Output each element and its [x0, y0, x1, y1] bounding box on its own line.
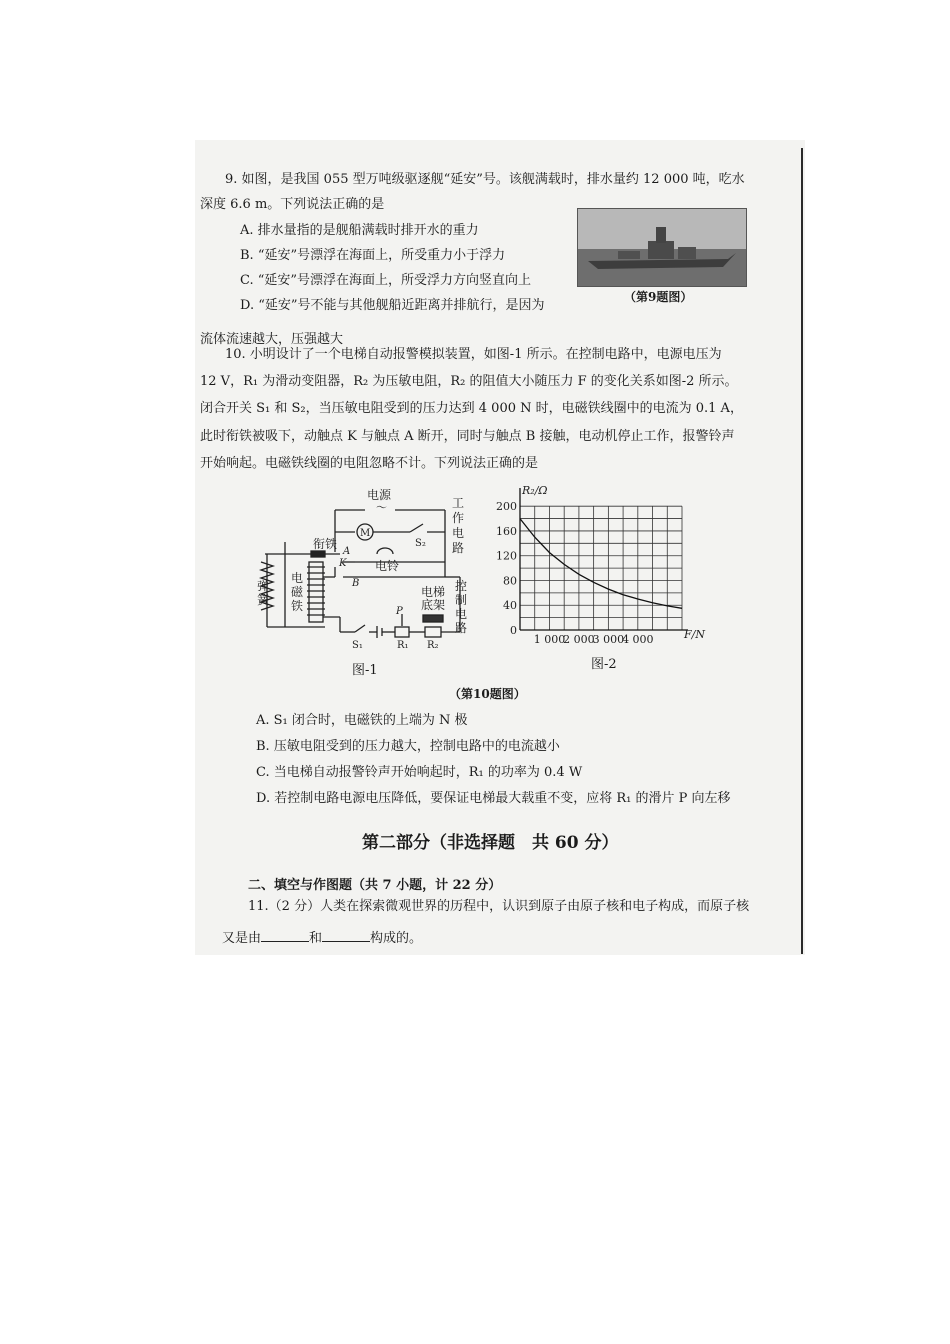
q10-stem-line2: 12 V，R₁ 为滑动变阻器，R₂ 为压敏电阻，R₂ 的阻值大小随压力 F 的变化关系如图-2 所示。 [200, 374, 738, 389]
x-tick-label: 2 000 [563, 633, 595, 646]
part2-section-heading: 二、填空与作图题（共 7 小题，计 22 分） [248, 878, 502, 893]
q11-blank-2[interactable] [322, 941, 370, 942]
q11-blank-1[interactable] [261, 941, 309, 942]
label-spring-2: 簧 [257, 593, 270, 607]
label-work-1: 工 [452, 496, 465, 510]
label-a: A [343, 546, 351, 557]
label-s1: S₁ [352, 640, 363, 651]
q9-stem-line2: 深度 6.6 m。下列说法正确的是 [200, 197, 385, 212]
label-ctrl-1: 控 [455, 579, 468, 593]
label-lift-1: 电梯 [421, 585, 446, 599]
q11-text-3: 构成的。 [370, 931, 423, 946]
q11-line2 [222, 930, 422, 948]
label-r1: R₁ [397, 640, 409, 651]
q10-stem-line3: 闭合开关 S₁ 和 S₂，当压敏电阻受到的压力达到 4 000 N 时，电磁铁线圈中的电流为 0.1 A， [200, 401, 743, 416]
y-tick-label: 40 [503, 599, 517, 613]
label-ctrl-2: 制 [455, 593, 468, 607]
label-r2: R₂ [427, 640, 439, 651]
y-tick-label: 160 [496, 524, 517, 538]
q11-text-2: 和 [309, 931, 323, 946]
label-b: B [352, 578, 360, 589]
label-em-1: 电 [291, 571, 304, 585]
circuit-diagram [255, 482, 480, 682]
warship-photo [577, 208, 747, 287]
q9-option-d-line1: D. “延安”号不能与其他舰船近距离并排航行，是因为 [240, 298, 545, 313]
q11-line1: 11.（2 分）人类在探索微观世界的历程中，认识到原子由原子核和电子构成，而原子核 [248, 899, 750, 914]
q9-option-c: C. “延安”号漂浮在海面上，所受浮力方向竖直向上 [240, 273, 532, 288]
q10-figure-caption: （第10题图） [449, 687, 526, 701]
part2-title: 第二部分（非选择题 共 60 分） [362, 833, 619, 853]
q10-stem-line1: 10. 小明设计了一个电梯自动报警模拟装置，如图-1 所示。在控制电路中，电源电压为 [225, 347, 722, 362]
x-tick-label: 4 000 [622, 633, 654, 646]
q9-option-b: B. “延安”号漂浮在海面上，所受重力小于浮力 [240, 248, 506, 263]
label-ac: ～ [376, 501, 387, 514]
label-work-4: 路 [452, 541, 465, 555]
label-s2: S₂ [415, 538, 426, 549]
chart-x-axis-label: F/N [684, 628, 705, 641]
label-k: K [339, 558, 347, 569]
y-tick-label: 120 [496, 549, 517, 563]
label-work-3: 电 [452, 526, 465, 540]
series-line [520, 519, 682, 609]
q10-option-a: A. S₁ 闭合时，电磁铁的上端为 N 极 [256, 713, 468, 728]
label-motor: M [360, 528, 371, 539]
q9-option-d-line2: 流体流速越大，压强越大 [200, 332, 344, 347]
resistance-force-chart [492, 482, 722, 654]
fig1-caption: 图-1 [352, 663, 378, 678]
y-tick-label: 200 [496, 500, 517, 514]
q10-option-b: B. 压敏电阻受到的压力越大，控制电路中的电流越小 [256, 739, 560, 754]
label-ctrl-3: 电 [455, 607, 468, 621]
q10-stem-line4: 此时衔铁被吸下，动触点 K 与触点 A 断开，同时与触点 B 接触，电动机停止工作，报警铃声 [200, 429, 735, 444]
label-power: 电源 [367, 488, 392, 502]
label-ctrl-4: 路 [455, 621, 468, 635]
q9-option-a: A. 排水量指的是舰船满载时排开水的重力 [240, 223, 479, 238]
q10-option-d: D. 若控制电路电源电压降低，要保证电梯最大载重不变，应将 R₁ 的滑片 P 向左移 [256, 791, 731, 806]
label-bell: 电铃 [375, 559, 400, 573]
q10-option-c: C. 当电梯自动报警铃声开始响起时，R₁ 的功率为 0.4 W [256, 765, 583, 780]
label-work-2: 作 [452, 511, 465, 525]
y-tick-label: 80 [503, 574, 517, 588]
label-p: P [396, 606, 403, 617]
q9-stem-line1: 9. 如图，是我国 055 型万吨级驱逐舰“延安”号。该舰满载时，排水量约 12 000 吨，吃水 [225, 172, 745, 187]
label-lift-2: 底架 [421, 598, 446, 612]
chart-y-axis-label: R₂/Ω [522, 484, 548, 497]
label-spring-1: 弹 [257, 579, 270, 593]
q10-stem-line5: 开始响起。电磁铁线圈的电阻忽略不计。下列说法正确的是 [200, 456, 539, 471]
label-em-3: 铁 [291, 599, 304, 613]
label-armature: 衔铁 [313, 537, 338, 551]
q11-text-1: 又是由 [222, 931, 262, 946]
fig2-caption: 图-2 [591, 657, 617, 672]
q9-figure-caption: （第9题图） [624, 290, 693, 304]
page-margin-rule [801, 148, 803, 954]
x-tick-label: 1 000 [533, 633, 566, 646]
x-tick-label: 3 000 [592, 633, 625, 646]
y-tick-label: 0 [510, 624, 517, 637]
label-em-2: 磁 [291, 585, 304, 599]
